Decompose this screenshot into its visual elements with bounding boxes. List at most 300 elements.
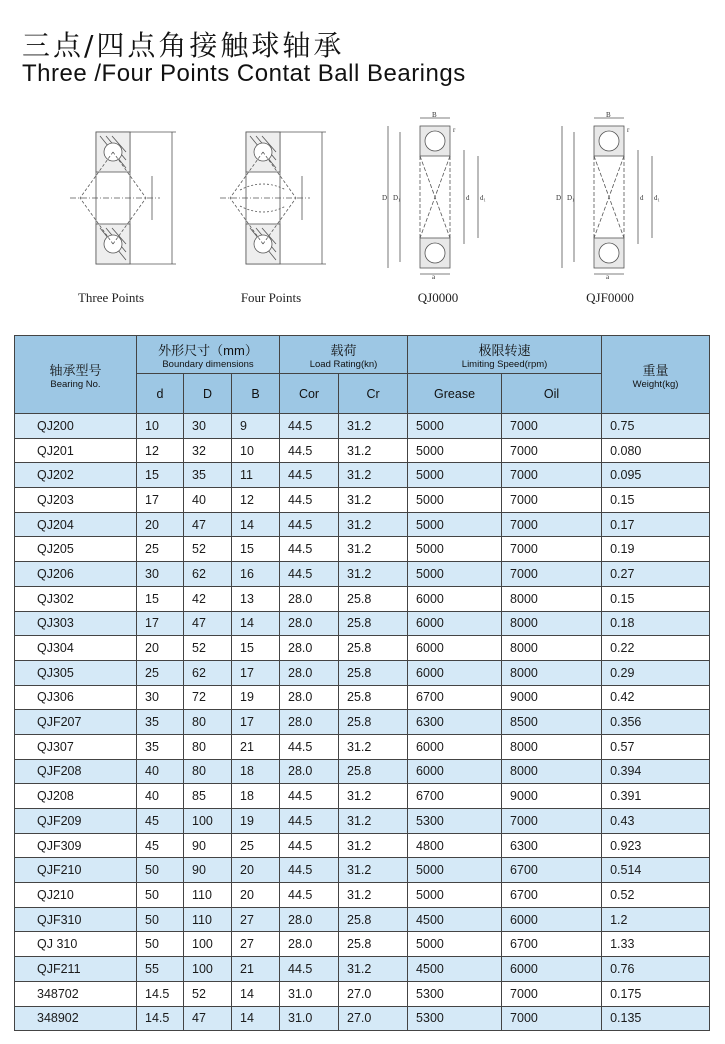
cell-cor: 44.5 bbox=[280, 537, 339, 562]
cell-D: 100 bbox=[184, 809, 232, 834]
cell-d: 12 bbox=[137, 438, 184, 463]
cell-D: 30 bbox=[184, 414, 232, 439]
header-cor: Cor bbox=[280, 374, 339, 414]
cell-bearing-no: QJ305 bbox=[15, 660, 137, 685]
cell-d: 45 bbox=[137, 809, 184, 834]
table-row bbox=[15, 734, 710, 759]
three-points-bearing-icon bbox=[60, 120, 190, 280]
label-r: r bbox=[453, 126, 456, 134]
qjf0000-diagram bbox=[552, 110, 672, 280]
cell-B: 20 bbox=[232, 858, 280, 883]
cell-grease: 5300 bbox=[408, 809, 502, 834]
cell-D: 52 bbox=[184, 981, 232, 1006]
cell-cr: 31.2 bbox=[339, 858, 408, 883]
header-oil: Oil bbox=[502, 374, 602, 414]
cell-cr: 31.2 bbox=[339, 957, 408, 982]
cell-cor: 28.0 bbox=[280, 586, 339, 611]
cell-grease: 5000 bbox=[408, 463, 502, 488]
cell-d: 50 bbox=[137, 932, 184, 957]
cell-B: 13 bbox=[232, 586, 280, 611]
cell-B: 10 bbox=[232, 438, 280, 463]
table-row bbox=[15, 809, 710, 834]
caption-qjf0000: QJF0000 bbox=[586, 290, 634, 305]
cell-grease: 4500 bbox=[408, 907, 502, 932]
cell-d: 25 bbox=[137, 537, 184, 562]
cell-oil: 8000 bbox=[502, 734, 602, 759]
cell-grease: 5000 bbox=[408, 858, 502, 883]
cell-weight: 0.57 bbox=[602, 734, 710, 759]
cell-grease: 5000 bbox=[408, 932, 502, 957]
cell-cor: 44.5 bbox=[280, 858, 339, 883]
cell-weight: 0.394 bbox=[602, 759, 710, 784]
cell-cor: 28.0 bbox=[280, 907, 339, 932]
cell-bearing-no: QJ307 bbox=[15, 734, 137, 759]
cell-weight: 0.76 bbox=[602, 957, 710, 982]
four-points-diagram bbox=[210, 120, 340, 280]
cell-bearing-no: QJ303 bbox=[15, 611, 137, 636]
cell-cor: 28.0 bbox=[280, 636, 339, 661]
cell-bearing-no: QJ210 bbox=[15, 883, 137, 908]
cell-grease: 6000 bbox=[408, 586, 502, 611]
cell-B: 14 bbox=[232, 611, 280, 636]
cell-cor: 44.5 bbox=[280, 734, 339, 759]
cell-cr: 25.8 bbox=[339, 660, 408, 685]
cell-oil: 8000 bbox=[502, 586, 602, 611]
label-d: d bbox=[640, 194, 644, 202]
header-weight-cn: 重量 bbox=[642, 362, 669, 378]
cell-D: 90 bbox=[184, 858, 232, 883]
cell-oil: 6700 bbox=[502, 932, 602, 957]
cell-cor: 28.0 bbox=[280, 611, 339, 636]
cell-D: 42 bbox=[184, 586, 232, 611]
cell-weight: 0.175 bbox=[602, 981, 710, 1006]
cell-cor: 44.5 bbox=[280, 512, 339, 537]
cell-bearing-no: 348702 bbox=[15, 981, 137, 1006]
cell-bearing-no: QJ208 bbox=[15, 784, 137, 809]
cell-grease: 5000 bbox=[408, 414, 502, 439]
cell-oil: 8000 bbox=[502, 660, 602, 685]
header-d: d bbox=[137, 374, 184, 414]
table-row bbox=[15, 438, 710, 463]
cell-d: 14.5 bbox=[137, 981, 184, 1006]
cell-cor: 44.5 bbox=[280, 833, 339, 858]
table-row bbox=[15, 710, 710, 735]
cell-B: 14 bbox=[232, 512, 280, 537]
cell-cor: 44.5 bbox=[280, 784, 339, 809]
cell-oil: 9000 bbox=[502, 784, 602, 809]
label-B: B bbox=[432, 111, 437, 119]
table-row bbox=[15, 784, 710, 809]
cell-oil: 9000 bbox=[502, 685, 602, 710]
cell-cr: 25.8 bbox=[339, 636, 408, 661]
cell-grease: 6000 bbox=[408, 636, 502, 661]
cell-grease: 6000 bbox=[408, 759, 502, 784]
cell-weight: 0.75 bbox=[602, 414, 710, 439]
cell-bearing-no: QJ202 bbox=[15, 463, 137, 488]
cell-weight: 0.17 bbox=[602, 512, 710, 537]
cell-oil: 7000 bbox=[502, 562, 602, 587]
cell-B: 18 bbox=[232, 784, 280, 809]
cell-oil: 8500 bbox=[502, 710, 602, 735]
cell-oil: 6000 bbox=[502, 907, 602, 932]
cell-bearing-no: QJF310 bbox=[15, 907, 137, 932]
cell-D: 100 bbox=[184, 932, 232, 957]
cell-cr: 31.2 bbox=[339, 414, 408, 439]
cell-weight: 0.356 bbox=[602, 710, 710, 735]
cell-D: 47 bbox=[184, 611, 232, 636]
cell-weight: 0.52 bbox=[602, 883, 710, 908]
cell-weight: 0.29 bbox=[602, 660, 710, 685]
cell-cr: 31.2 bbox=[339, 438, 408, 463]
table-row bbox=[15, 660, 710, 685]
cell-cr: 27.0 bbox=[339, 1006, 408, 1031]
table-row bbox=[15, 512, 710, 537]
qjf-bearing-icon bbox=[552, 110, 672, 280]
cell-oil: 6700 bbox=[502, 883, 602, 908]
cell-weight: 0.18 bbox=[602, 611, 710, 636]
cell-oil: 8000 bbox=[502, 759, 602, 784]
cell-B: 16 bbox=[232, 562, 280, 587]
cell-B: 15 bbox=[232, 537, 280, 562]
cell-oil: 7000 bbox=[502, 414, 602, 439]
cell-weight: 0.27 bbox=[602, 562, 710, 587]
header-bearing-no bbox=[15, 336, 137, 414]
cell-cor: 44.5 bbox=[280, 488, 339, 513]
label-a: a bbox=[432, 273, 436, 280]
cell-d: 17 bbox=[137, 611, 184, 636]
cell-bearing-no: QJ306 bbox=[15, 685, 137, 710]
qj-bearing-icon bbox=[378, 110, 498, 280]
cell-grease: 6300 bbox=[408, 710, 502, 735]
cell-D: 80 bbox=[184, 759, 232, 784]
table-row bbox=[15, 1006, 710, 1031]
cell-oil: 8000 bbox=[502, 636, 602, 661]
cell-B: 12 bbox=[232, 488, 280, 513]
cell-D: 110 bbox=[184, 907, 232, 932]
cell-cr: 25.8 bbox=[339, 907, 408, 932]
cell-d: 45 bbox=[137, 833, 184, 858]
cell-cor: 28.0 bbox=[280, 932, 339, 957]
table-row bbox=[15, 636, 710, 661]
cell-D: 80 bbox=[184, 710, 232, 735]
table-row bbox=[15, 932, 710, 957]
cell-d: 10 bbox=[137, 414, 184, 439]
cell-bearing-no: QJF211 bbox=[15, 957, 137, 982]
cell-B: 11 bbox=[232, 463, 280, 488]
cell-cr: 25.8 bbox=[339, 586, 408, 611]
label-d: d bbox=[466, 194, 470, 202]
cell-cr: 31.2 bbox=[339, 463, 408, 488]
cell-grease: 5000 bbox=[408, 512, 502, 537]
cell-bearing-no: 348902 bbox=[15, 1006, 137, 1031]
header-D: D bbox=[184, 374, 232, 414]
label-d1: d₁ bbox=[480, 194, 486, 202]
cell-D: 80 bbox=[184, 734, 232, 759]
cell-oil: 6300 bbox=[502, 833, 602, 858]
table-row bbox=[15, 537, 710, 562]
cell-d: 30 bbox=[137, 685, 184, 710]
cell-B: 14 bbox=[232, 1006, 280, 1031]
cell-cr: 25.8 bbox=[339, 611, 408, 636]
cell-d: 40 bbox=[137, 784, 184, 809]
table-row bbox=[15, 907, 710, 932]
cell-D: 47 bbox=[184, 1006, 232, 1031]
header-load bbox=[280, 336, 408, 374]
cell-cor: 44.5 bbox=[280, 809, 339, 834]
table-row bbox=[15, 586, 710, 611]
cell-weight: 1.2 bbox=[602, 907, 710, 932]
table-row bbox=[15, 488, 710, 513]
cell-cr: 25.8 bbox=[339, 710, 408, 735]
cell-weight: 0.15 bbox=[602, 586, 710, 611]
cell-d: 20 bbox=[137, 512, 184, 537]
cell-d: 35 bbox=[137, 734, 184, 759]
bearing-spec-table bbox=[14, 335, 710, 1031]
cell-bearing-no: QJF209 bbox=[15, 809, 137, 834]
caption-four-points: Four Points bbox=[240, 290, 302, 305]
cell-d: 17 bbox=[137, 488, 184, 513]
cell-weight: 0.43 bbox=[602, 809, 710, 834]
cell-B: 17 bbox=[232, 710, 280, 735]
four-points-bearing-icon bbox=[210, 120, 340, 280]
cell-d: 40 bbox=[137, 759, 184, 784]
cell-D: 62 bbox=[184, 562, 232, 587]
header-grease: Grease bbox=[408, 374, 502, 414]
title-chinese: 三点/四点角接触球轴承 bbox=[22, 29, 345, 62]
cell-bearing-no: QJF309 bbox=[15, 833, 137, 858]
cell-B: 25 bbox=[232, 833, 280, 858]
cell-grease: 6000 bbox=[408, 611, 502, 636]
cell-B: 27 bbox=[232, 907, 280, 932]
table-row bbox=[15, 858, 710, 883]
cell-oil: 7000 bbox=[502, 1006, 602, 1031]
cell-d: 14.5 bbox=[137, 1006, 184, 1031]
cell-B: 14 bbox=[232, 981, 280, 1006]
cell-cr: 25.8 bbox=[339, 759, 408, 784]
cell-weight: 0.080 bbox=[602, 438, 710, 463]
cell-cr: 31.2 bbox=[339, 512, 408, 537]
cell-grease: 5000 bbox=[408, 488, 502, 513]
cell-D: 62 bbox=[184, 660, 232, 685]
cell-D: 47 bbox=[184, 512, 232, 537]
table-row bbox=[15, 414, 710, 439]
cell-cor: 28.0 bbox=[280, 685, 339, 710]
header-weight bbox=[602, 336, 710, 414]
cell-D: 52 bbox=[184, 537, 232, 562]
header-bearing-no-cn: 轴承型号 bbox=[49, 362, 102, 378]
cell-D: 35 bbox=[184, 463, 232, 488]
cell-B: 19 bbox=[232, 685, 280, 710]
table-row bbox=[15, 957, 710, 982]
cell-B: 18 bbox=[232, 759, 280, 784]
cell-bearing-no: QJF210 bbox=[15, 858, 137, 883]
label-D: D bbox=[382, 194, 388, 202]
cell-grease: 6000 bbox=[408, 660, 502, 685]
cell-oil: 7000 bbox=[502, 488, 602, 513]
three-points-diagram bbox=[60, 120, 190, 280]
cell-grease: 4500 bbox=[408, 957, 502, 982]
cell-cor: 44.5 bbox=[280, 883, 339, 908]
cell-oil: 7000 bbox=[502, 512, 602, 537]
label-D1: D₁ bbox=[393, 194, 401, 202]
cell-weight: 0.095 bbox=[602, 463, 710, 488]
cell-oil: 7000 bbox=[502, 438, 602, 463]
cell-oil: 7000 bbox=[502, 463, 602, 488]
table-row bbox=[15, 685, 710, 710]
cell-d: 50 bbox=[137, 858, 184, 883]
label-D1: D₁ bbox=[567, 194, 575, 202]
cell-bearing-no: QJ201 bbox=[15, 438, 137, 463]
header-load-en: Load Rating(kn) bbox=[309, 358, 378, 370]
cell-cor: 31.0 bbox=[280, 981, 339, 1006]
cell-cr: 31.2 bbox=[339, 488, 408, 513]
table-row bbox=[15, 611, 710, 636]
cell-d: 15 bbox=[137, 586, 184, 611]
label-B: B bbox=[606, 111, 611, 119]
label-r: r bbox=[627, 126, 630, 134]
cell-D: 100 bbox=[184, 957, 232, 982]
label-d1: d₁ bbox=[654, 194, 660, 202]
header-speed bbox=[408, 336, 602, 374]
header-speed-cn: 极限转速 bbox=[478, 342, 531, 358]
cell-weight: 0.135 bbox=[602, 1006, 710, 1031]
cell-grease: 5000 bbox=[408, 883, 502, 908]
cell-cor: 44.5 bbox=[280, 562, 339, 587]
header-cr: Cr bbox=[339, 374, 408, 414]
cell-d: 30 bbox=[137, 562, 184, 587]
cell-B: 21 bbox=[232, 957, 280, 982]
cell-weight: 0.391 bbox=[602, 784, 710, 809]
cell-d: 50 bbox=[137, 907, 184, 932]
cell-cor: 44.5 bbox=[280, 414, 339, 439]
cell-grease: 5300 bbox=[408, 1006, 502, 1031]
header-boundary-cn: 外形尺寸（mm） bbox=[158, 342, 258, 358]
header-load-cn: 载荷 bbox=[330, 342, 357, 358]
cell-cor: 44.5 bbox=[280, 957, 339, 982]
label-a: a bbox=[606, 273, 610, 280]
cell-B: 9 bbox=[232, 414, 280, 439]
title-english: Three /Four Points Contat Ball Bearings bbox=[22, 60, 466, 87]
cell-cr: 27.0 bbox=[339, 981, 408, 1006]
cell-cr: 31.2 bbox=[339, 784, 408, 809]
cell-grease: 4800 bbox=[408, 833, 502, 858]
cell-grease: 6700 bbox=[408, 784, 502, 809]
cell-oil: 7000 bbox=[502, 981, 602, 1006]
cell-d: 50 bbox=[137, 883, 184, 908]
header-bearing-no-en: Bearing No. bbox=[50, 378, 101, 390]
cell-D: 72 bbox=[184, 685, 232, 710]
cell-oil: 8000 bbox=[502, 611, 602, 636]
header-speed-en: Limiting Speed(rpm) bbox=[461, 358, 548, 370]
cell-cr: 31.2 bbox=[339, 562, 408, 587]
caption-qj0000: QJ0000 bbox=[417, 290, 459, 305]
cell-bearing-no: QJ302 bbox=[15, 586, 137, 611]
cell-D: 85 bbox=[184, 784, 232, 809]
cell-bearing-no: QJ203 bbox=[15, 488, 137, 513]
table-row bbox=[15, 562, 710, 587]
cell-weight: 0.22 bbox=[602, 636, 710, 661]
cell-grease: 5000 bbox=[408, 537, 502, 562]
cell-cr: 31.2 bbox=[339, 809, 408, 834]
caption-three-points: Three Points bbox=[77, 290, 145, 305]
cell-B: 27 bbox=[232, 932, 280, 957]
cell-cr: 31.2 bbox=[339, 883, 408, 908]
cell-grease: 5000 bbox=[408, 562, 502, 587]
cell-weight: 1.33 bbox=[602, 932, 710, 957]
cell-weight: 0.19 bbox=[602, 537, 710, 562]
cell-d: 35 bbox=[137, 710, 184, 735]
cell-D: 110 bbox=[184, 883, 232, 908]
cell-B: 21 bbox=[232, 734, 280, 759]
cell-d: 55 bbox=[137, 957, 184, 982]
cell-bearing-no: QJF207 bbox=[15, 710, 137, 735]
table-row bbox=[15, 759, 710, 784]
cell-bearing-no: QJF208 bbox=[15, 759, 137, 784]
cell-d: 20 bbox=[137, 636, 184, 661]
cell-cr: 31.2 bbox=[339, 833, 408, 858]
cell-B: 17 bbox=[232, 660, 280, 685]
cell-bearing-no: QJ304 bbox=[15, 636, 137, 661]
cell-oil: 6700 bbox=[502, 858, 602, 883]
cell-D: 40 bbox=[184, 488, 232, 513]
header-boundary bbox=[137, 336, 280, 374]
cell-B: 19 bbox=[232, 809, 280, 834]
cell-grease: 5300 bbox=[408, 981, 502, 1006]
cell-cor: 31.0 bbox=[280, 1006, 339, 1031]
cell-bearing-no: QJ206 bbox=[15, 562, 137, 587]
cell-oil: 6000 bbox=[502, 957, 602, 982]
cell-B: 20 bbox=[232, 883, 280, 908]
cell-grease: 5000 bbox=[408, 438, 502, 463]
cell-D: 32 bbox=[184, 438, 232, 463]
cell-grease: 6000 bbox=[408, 734, 502, 759]
cell-cr: 25.8 bbox=[339, 932, 408, 957]
cell-weight: 0.15 bbox=[602, 488, 710, 513]
cell-cr: 31.2 bbox=[339, 734, 408, 759]
table-row bbox=[15, 981, 710, 1006]
qj0000-diagram bbox=[378, 110, 498, 280]
cell-cor: 28.0 bbox=[280, 710, 339, 735]
label-D: D bbox=[556, 194, 562, 202]
cell-weight: 0.514 bbox=[602, 858, 710, 883]
table-row bbox=[15, 463, 710, 488]
cell-B: 15 bbox=[232, 636, 280, 661]
table-row bbox=[15, 833, 710, 858]
cell-cr: 25.8 bbox=[339, 685, 408, 710]
cell-oil: 7000 bbox=[502, 809, 602, 834]
table-row bbox=[15, 883, 710, 908]
cell-bearing-no: QJ200 bbox=[15, 414, 137, 439]
cell-d: 15 bbox=[137, 463, 184, 488]
cell-weight: 0.42 bbox=[602, 685, 710, 710]
cell-bearing-no: QJ 310 bbox=[15, 932, 137, 957]
cell-weight: 0.923 bbox=[602, 833, 710, 858]
header-weight-en: Weight(kg) bbox=[632, 378, 679, 390]
cell-D: 90 bbox=[184, 833, 232, 858]
cell-cor: 28.0 bbox=[280, 660, 339, 685]
cell-bearing-no: QJ204 bbox=[15, 512, 137, 537]
cell-D: 52 bbox=[184, 636, 232, 661]
cell-grease: 6700 bbox=[408, 685, 502, 710]
cell-cor: 44.5 bbox=[280, 463, 339, 488]
cell-bearing-no: QJ205 bbox=[15, 537, 137, 562]
cell-cor: 44.5 bbox=[280, 438, 339, 463]
header-boundary-en: Boundary dimensions bbox=[162, 358, 254, 370]
cell-cor: 28.0 bbox=[280, 759, 339, 784]
cell-oil: 7000 bbox=[502, 537, 602, 562]
cell-d: 25 bbox=[137, 660, 184, 685]
cell-cr: 31.2 bbox=[339, 537, 408, 562]
